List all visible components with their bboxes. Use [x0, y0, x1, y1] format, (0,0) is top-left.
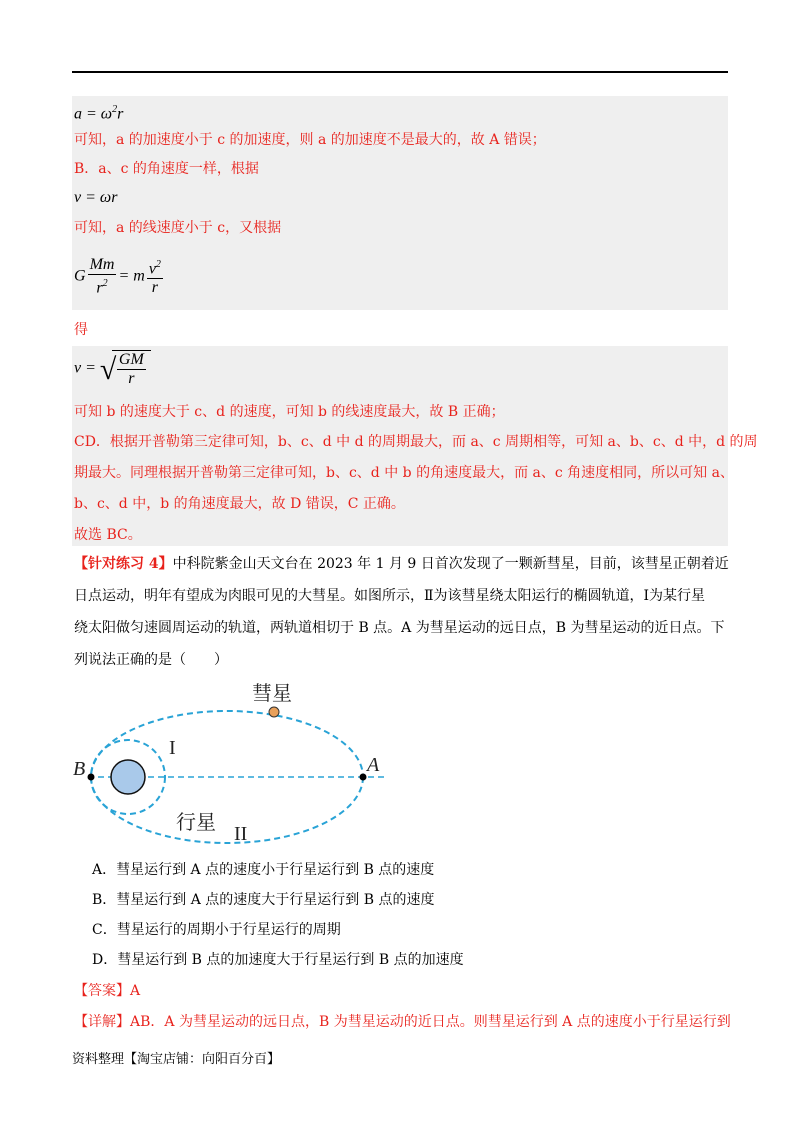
solution-line-9: 故选 BC。 — [74, 527, 142, 543]
sun — [111, 760, 145, 794]
formula-a-omega: $a = \omega^2r$ — [74, 104, 124, 123]
footer-text: 资料整理【淘宝店铺：向阳百分百】 — [72, 1052, 281, 1067]
option-c: C．彗星运行的周期小于行星运行的周期 — [92, 922, 341, 938]
option-d: D．彗星运行到 B 点的加速度大于行星运行到 B 点的加速度 — [92, 952, 464, 968]
solution-line-4: 得 — [74, 322, 88, 338]
shaded-block-1 — [72, 96, 728, 310]
header-rule — [72, 71, 728, 73]
planet-label: 行星 — [176, 810, 216, 834]
answer-line: 【答案】A — [74, 983, 141, 999]
solution-line-8: b、c、d 中，b 的角速度最大，故 D 错误，C 正确。 — [74, 496, 405, 512]
solution-line-3: 可知，a 的线速度小于 c，又根据 — [74, 220, 282, 236]
solution-line-1: 可知，a 的加速度小于 c 的加速度，则 a 的加速度不是最大的，故 A 错误； — [74, 132, 546, 148]
b-label: B — [73, 758, 86, 780]
orbit1-label: I — [169, 737, 176, 759]
formula-gravitation: G $\frac{Mm}{r^2}$ = m $\frac{v^2}{r}$ — [74, 256, 161, 297]
question-line-1 — [74, 554, 729, 574]
practice-tag: 【针对练习 4】 — [74, 556, 173, 572]
a-label: A — [367, 754, 380, 776]
solution-line-7: 期最大。同理根据开普勒第三定律可知，b、c、d 中 b 的角速度最大，而 a、c 角速度相同，所以可知 a、 — [74, 465, 734, 481]
orbit2-label: II — [234, 823, 248, 845]
question-line-3: 绕太阳做匀速圆周运动的轨道，两轨道相切于 B 点。A 为彗星运动的远日点，B 为彗星运动的近日点。下 — [74, 620, 725, 636]
comet — [269, 707, 279, 717]
detail-line: 【详解】AB．A 为彗星运动的远日点，B 为彗星运动的近日点。则彗星运行到 A 点的速度小于行星运行到 — [74, 1014, 731, 1030]
question-text-1: 中科院紫金山天文台在 2023 年 1 月 9 日首次发现了一颗新彗星，目前，该彗星正朝着近 — [172, 556, 729, 572]
solution-line-6: CD．根据开普勒第三定律可知，b、c、d 中 d 的周期最大，而 a、c 周期相等，可知 a、b、c、d 中，d 的周 — [74, 434, 758, 450]
formula-v-omega: v = ωr — [74, 189, 118, 206]
comet-label: 彗星 — [252, 681, 292, 705]
option-b: B．彗星运行到 A 点的速度大于行星运行到 B 点的速度 — [92, 892, 435, 908]
point-a — [360, 774, 367, 781]
solution-line-2: B．a、c 的角速度一样，根据 — [74, 161, 259, 177]
solution-line-5: 可知 b 的速度大于 c、d 的速度，可知 b 的线速度最大，故 B 正确； — [74, 404, 505, 420]
point-b — [88, 774, 95, 781]
question-line-2: 日点运动，明年有望成为肉眼可见的大彗星。如图所示，Ⅱ为该彗星绕太阳运行的椭圆轨道，Ⅰ为某行星 — [74, 588, 706, 604]
formula-v-sqrt: v = √ $\frac{GM}{r}$ — [74, 350, 151, 388]
option-a: A．彗星运行到 A 点的速度小于行星运行到 B 点的速度 — [92, 862, 435, 878]
orbit-figure — [68, 676, 408, 852]
question-line-4: 列说法正确的是（ ） — [74, 652, 228, 668]
